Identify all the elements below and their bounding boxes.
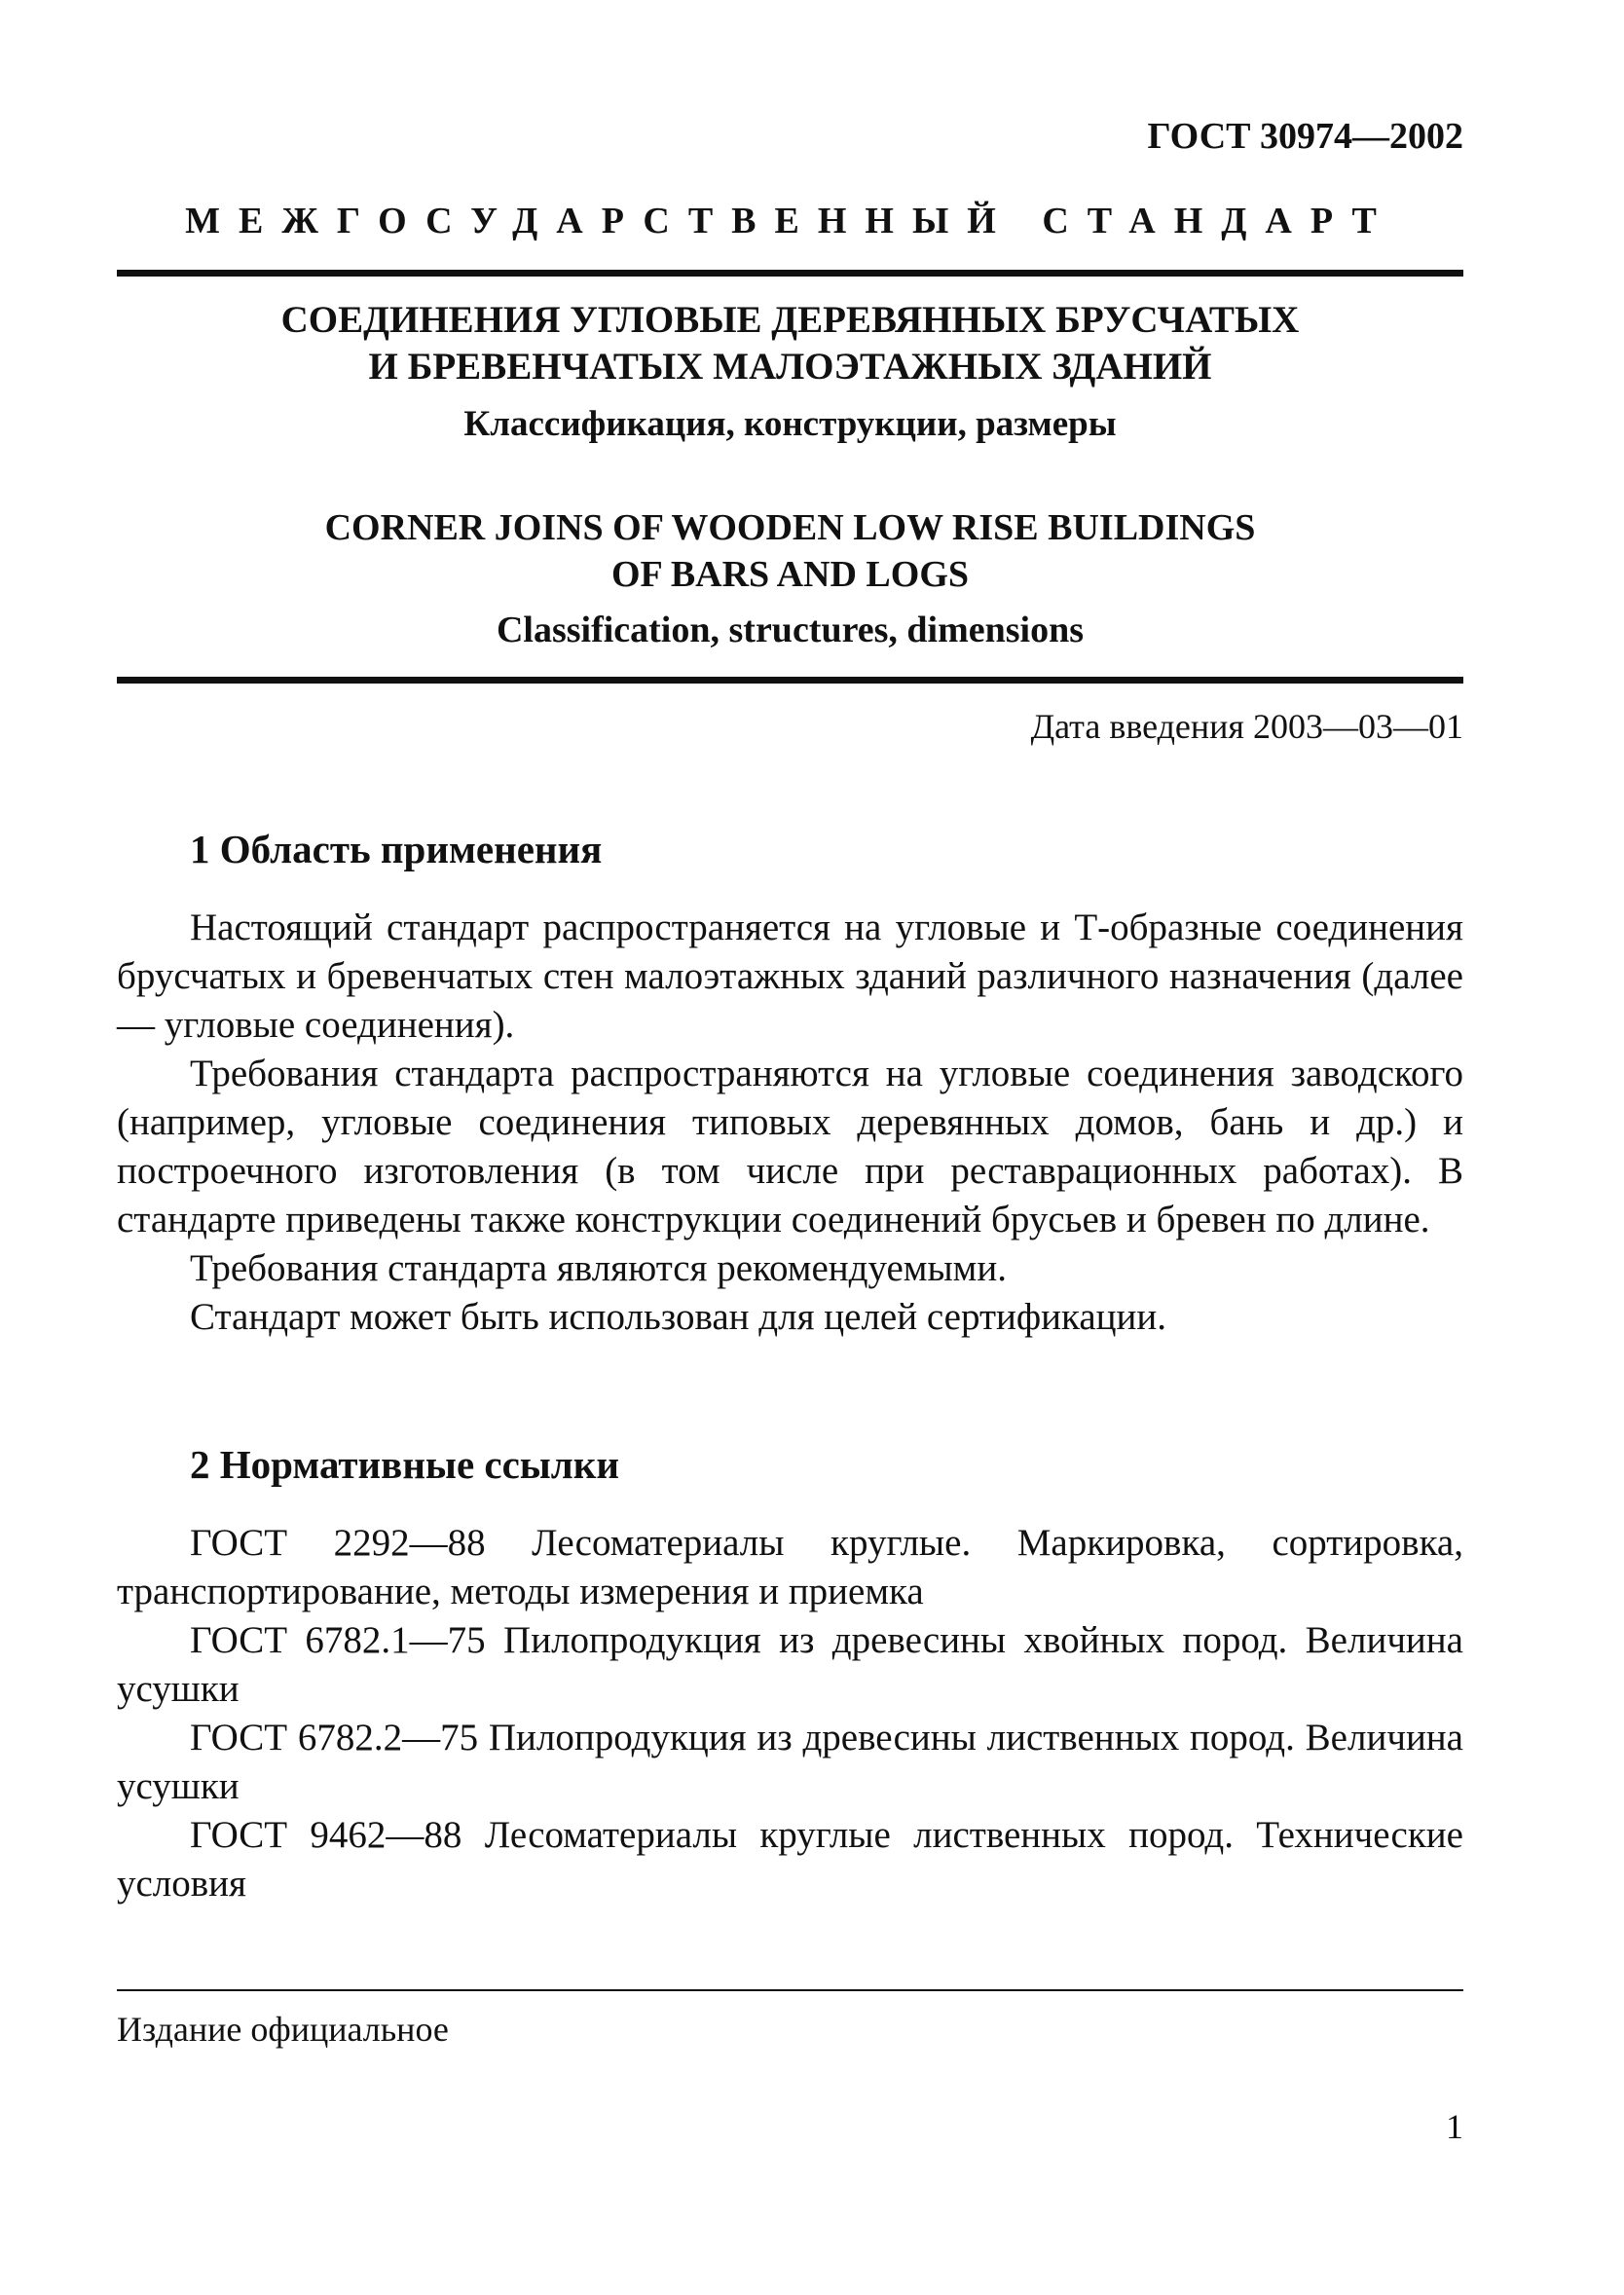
english-title-line-1: CORNER JOINS OF WOODEN LOW RISE BUILDINGS (324, 507, 1256, 548)
footer-rule (117, 1989, 1463, 1991)
reference-item: ГОСТ 6782.2—75 Пилопродукция из древесины лиственных пород. Величина усушки (117, 1717, 1463, 1807)
russian-title (117, 297, 1463, 390)
standard-type-heading: МЕЖГОСУДАРСТВЕННЫЙ СТАНДАРТ (185, 201, 1395, 241)
russian-title-line-1: СОЕДИНЕНИЯ УГЛОВЫЕ ДЕРЕВЯННЫХ БРУСЧАТЫХ (280, 299, 1300, 341)
document-number: ГОСТ 30974—2002 (1147, 116, 1463, 157)
section-2-heading: 2 Нормативные ссылки (190, 1442, 620, 1487)
section-1-paragraph: Стандарт может быть использован для целей сертификации. (190, 1296, 1167, 1338)
english-title-line-2: OF BARS AND LOGS (610, 554, 970, 595)
reference-item: ГОСТ 6782.1—75 Пилопродукция из древесины хвойных пород. Величина усушки (117, 1619, 1463, 1710)
section-1-heading: 1 Область применения (190, 827, 603, 871)
normative-references-list (117, 1519, 1463, 1908)
introduction-date: Дата введения 2003—03—01 (1030, 707, 1463, 746)
reference-item: ГОСТ 2292—88 Лесоматериалы круглые. Маркировка, сортировка, транспортирование, методы измерения и приемка (117, 1522, 1463, 1612)
title-bottom-rule (117, 677, 1463, 684)
section-1-paragraph: Настоящий стандарт распространяется на угловые и Т-образные соединения брусчатых и бревенчатых стен малоэтажных зданий различного назначения (далее — угловые соединения). (117, 907, 1463, 1046)
top-rule (117, 270, 1463, 277)
russian-title-line-2: И БРЕВЕНЧАТЫХ МАЛОЭТАЖНЫХ ЗДАНИЙ (368, 346, 1212, 388)
section-1-body (117, 904, 1463, 1342)
english-title (117, 504, 1463, 598)
reference-item: ГОСТ 9462—88 Лесоматериалы круглые лиственных пород. Технические условия (117, 1814, 1463, 1905)
section-1-paragraph: Требования стандарта являются рекомендуемыми. (190, 1247, 1007, 1289)
english-subtitle: Classification, structures, dimensions (496, 610, 1085, 650)
section-1-paragraph: Требования стандарта распространяются на угловые соединения заводского (например, угловые соединения типовых деревянных домов, бань и др.) и построечного изготовления (в том числе при реставрационных работах). В стандарте приведены также конструкции соединений брусьев и бревен по длине. (117, 1053, 1463, 1240)
page-number: 1 (1446, 2107, 1463, 2146)
russian-subtitle: Классификация, конструкции, размеры (463, 404, 1117, 444)
official-edition-note: Издание официальное (117, 2010, 449, 2049)
